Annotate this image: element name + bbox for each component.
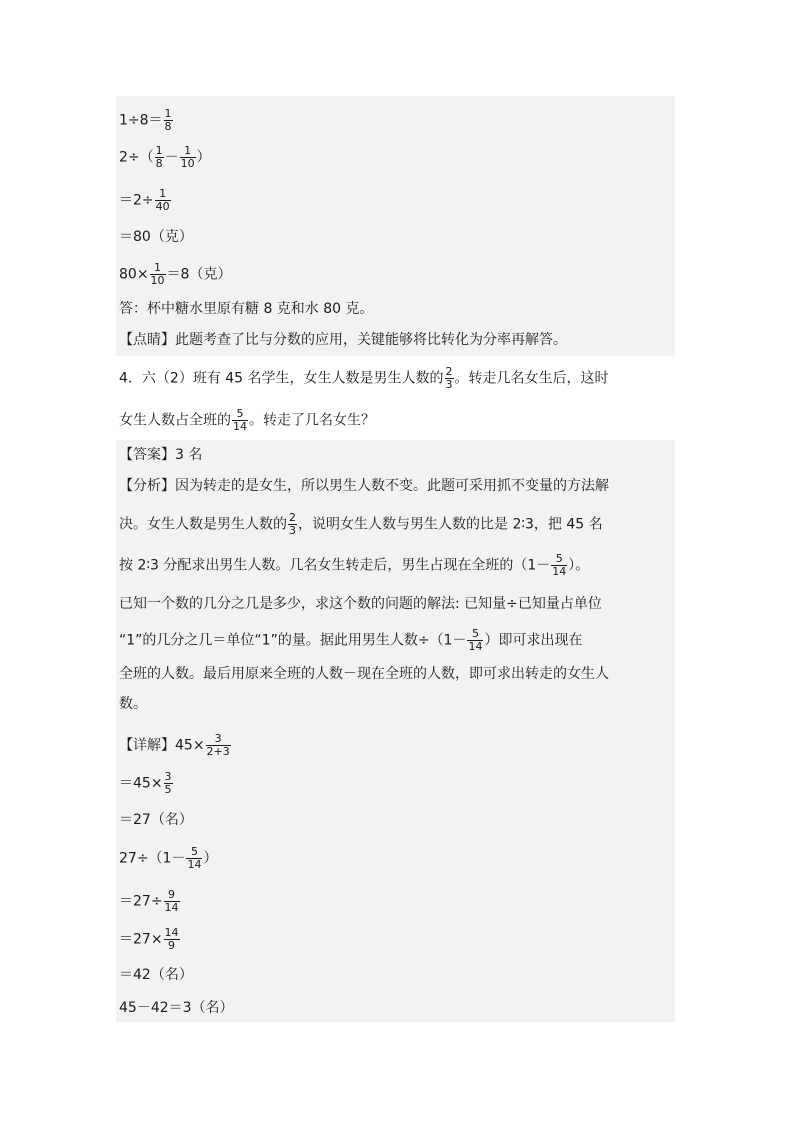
detail-line-2: ＝45× $\frac{3}{5}$ bbox=[119, 770, 172, 796]
fraction: $\frac{2}{3}$ bbox=[445, 365, 453, 391]
answer-line: 答：杯中糖水里原有糖 8 克和水 80 克。 bbox=[119, 301, 374, 317]
analysis-line-5: “1”的几分之几＝单位“1”的量。据此用男生人数÷（1－ $\frac{5}{14}$ ）即可求出现在 bbox=[119, 627, 583, 653]
fraction: $\frac{1}{8}$ bbox=[164, 107, 172, 133]
detail-line-8: 45－42＝3（名） bbox=[119, 1000, 234, 1016]
key-point-line: 【点睛】此题考查了比与分数的应用，关键能够将比转化为分率再解答。 bbox=[119, 332, 567, 348]
analysis-line-2: 决。女生人数是男生人数的 $\frac{2}{3}$ ，说明女生人数与男生人数的比是 2∶3，把 45 名 bbox=[119, 511, 603, 537]
fraction: $\frac{3}{5}$ bbox=[164, 770, 172, 796]
fraction: $\frac{1}{10}$ bbox=[150, 261, 165, 287]
calc-line-1: 1÷8＝ $\frac{1}{8}$ bbox=[119, 107, 172, 133]
fraction: $\frac{1}{10}$ bbox=[180, 144, 195, 170]
detail-line-1: 【详解】45× $\frac{3}{2+3}$ bbox=[119, 732, 230, 758]
fraction: $\frac{9}{14}$ bbox=[164, 888, 179, 914]
calc-line-4: ＝80（克） bbox=[119, 229, 193, 245]
calc-line-5: 80× $\frac{1}{10}$ ＝8（克） bbox=[119, 261, 232, 287]
fraction: $\frac{5}{14}$ bbox=[233, 407, 247, 433]
calc-line-3: ＝2÷ $\frac{1}{40}$ bbox=[119, 187, 170, 213]
analysis-line-3: 按 2∶3 分配求出男生人数。几名女生转走后，男生占现在全班的（1－ $\frac{5}{14}$ ）。 bbox=[119, 552, 590, 578]
fraction: $\frac{1}{40}$ bbox=[155, 187, 170, 213]
question-line-1: 4．六（2）班有 45 名学生，女生人数是男生人数的 $\frac{2}{3}$ 。转走几名女生后，这时 bbox=[119, 365, 609, 391]
detail-line-3: ＝27（名） bbox=[119, 812, 193, 828]
analysis-line-6: 全班的人数。最后用原来全班的人数－现在全班的人数，即可求出转走的女生人 bbox=[119, 666, 609, 682]
analysis-line-4: 已知一个数的几分之几是多少，求这个数的问题的解法: 已知量÷已知量占单位 bbox=[119, 596, 602, 612]
detail-line-7: ＝42（名） bbox=[119, 967, 193, 983]
answer-result: 【答案】3 名 bbox=[119, 447, 203, 463]
fraction: $\frac{5}{14}$ bbox=[468, 627, 483, 653]
fraction: $\frac{3}{2+3}$ bbox=[206, 732, 230, 758]
analysis-line-7: 数。 bbox=[119, 696, 147, 712]
calc-line-2: 2÷（ $\frac{1}{8}$ － $\frac{1}{10}$ ） bbox=[119, 144, 211, 170]
detail-line-4: 27÷（1－ $\frac{5}{14}$ ） bbox=[119, 845, 218, 871]
analysis-line-1: 【分析】因为转走的是女生，所以男生人数不变。此题可采用抓不变量的方法解 bbox=[119, 478, 609, 494]
fraction: $\frac{1}{8}$ bbox=[155, 144, 163, 170]
question-line-2: 女生人数占全班的 $\frac{5}{14}$ 。转走了几名女生？ bbox=[119, 407, 375, 433]
fraction: $\frac{2}{3}$ bbox=[289, 511, 296, 537]
detail-line-5: ＝27÷ $\frac{9}{14}$ bbox=[119, 888, 179, 914]
fraction: $\frac{5}{14}$ bbox=[552, 552, 567, 578]
fraction: $\frac{5}{14}$ bbox=[187, 845, 202, 871]
detail-line-6: ＝27× $\frac{14}{9}$ bbox=[119, 926, 179, 952]
fraction: $\frac{14}{9}$ bbox=[164, 926, 179, 952]
